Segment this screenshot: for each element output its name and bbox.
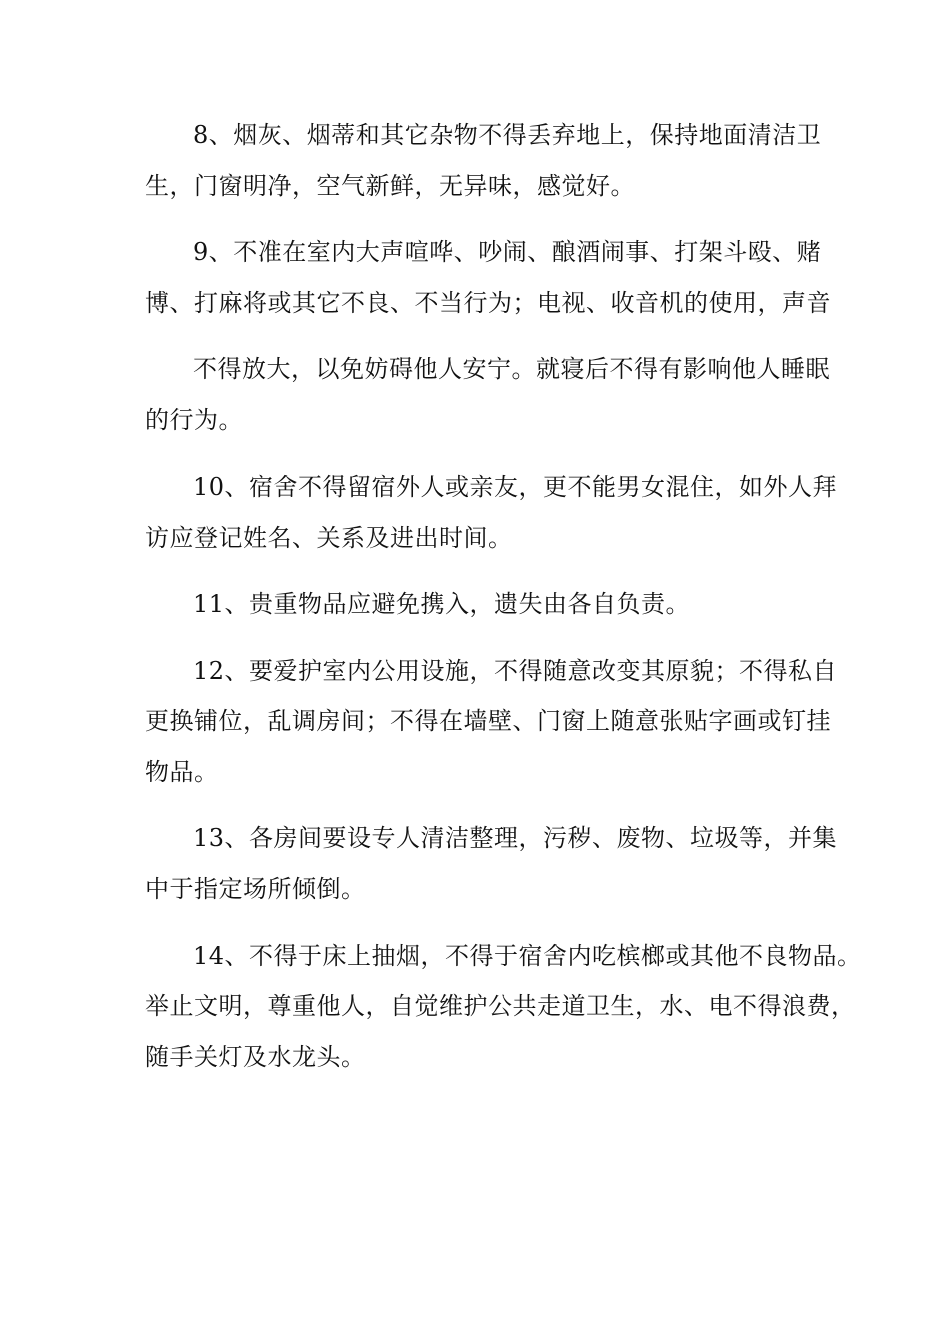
paragraph-line — [0, 651, 950, 691]
line-text: 不得放大，以免妨碍他人安宁。就寝后不得有影响他人睡眠 — [193, 355, 830, 383]
line-text: 物品。 — [145, 758, 219, 786]
line-text: 11、贵重物品应避免携入，遗失由各自负责。 — [193, 590, 691, 618]
paragraph-line — [0, 283, 950, 323]
paragraph-line — [0, 518, 950, 558]
line-text: 中于指定场所倾倒。 — [145, 875, 366, 903]
paragraph-line — [0, 232, 950, 272]
line-text: 9、不准在室内大声喧哗、吵闹、酿酒闹事、打架斗殴、赌 — [193, 238, 822, 266]
line-text: 更换铺位，乱调房间；不得在墙壁、门窗上随意张贴字画或钉挂 — [145, 707, 831, 735]
line-text: 博、打麻将或其它不良、不当行为；电视、收音机的使用，声音 — [145, 289, 831, 317]
line-text: 8、烟灰、烟蒂和其它杂物不得丢弃地上，保持地面清洁卫 — [193, 121, 822, 149]
paragraph-line — [0, 166, 950, 206]
paragraph-line — [0, 986, 950, 1026]
line-text: 14、不得于床上抽烟，不得于宿舍内吃槟榔或其他不良物品。 — [193, 942, 862, 970]
paragraph-line — [0, 400, 950, 440]
line-text: 随手关灯及水龙头。 — [145, 1043, 366, 1071]
paragraph-line — [0, 349, 950, 389]
paragraph-line — [0, 869, 950, 909]
line-text: 生，门窗明净，空气新鲜，无异味，感觉好。 — [145, 172, 635, 200]
paragraph-line — [0, 467, 950, 507]
paragraph-line — [0, 752, 950, 792]
paragraph-line — [0, 1037, 950, 1077]
line-text: 10、宿舍不得留宿外人或亲友，更不能男女混住，如外人拜 — [193, 473, 838, 501]
line-text: 访应登记姓名、关系及进出时间。 — [145, 524, 513, 552]
line-text: 13、各房间要设专人清洁整理，污秽、废物、垃圾等，并集 — [193, 824, 838, 852]
paragraph-line — [0, 584, 950, 624]
paragraph-line — [0, 936, 950, 976]
paragraph-line — [0, 115, 950, 155]
paragraph-line — [0, 701, 950, 741]
line-text: 的行为。 — [145, 406, 243, 434]
line-text: 12、要爱护室内公用设施，不得随意改变其原貌；不得私自 — [193, 657, 838, 685]
line-text: 举止文明，尊重他人，自觉维护公共走道卫生，水、电不得浪费， — [145, 992, 856, 1020]
paragraph-line — [0, 818, 950, 858]
